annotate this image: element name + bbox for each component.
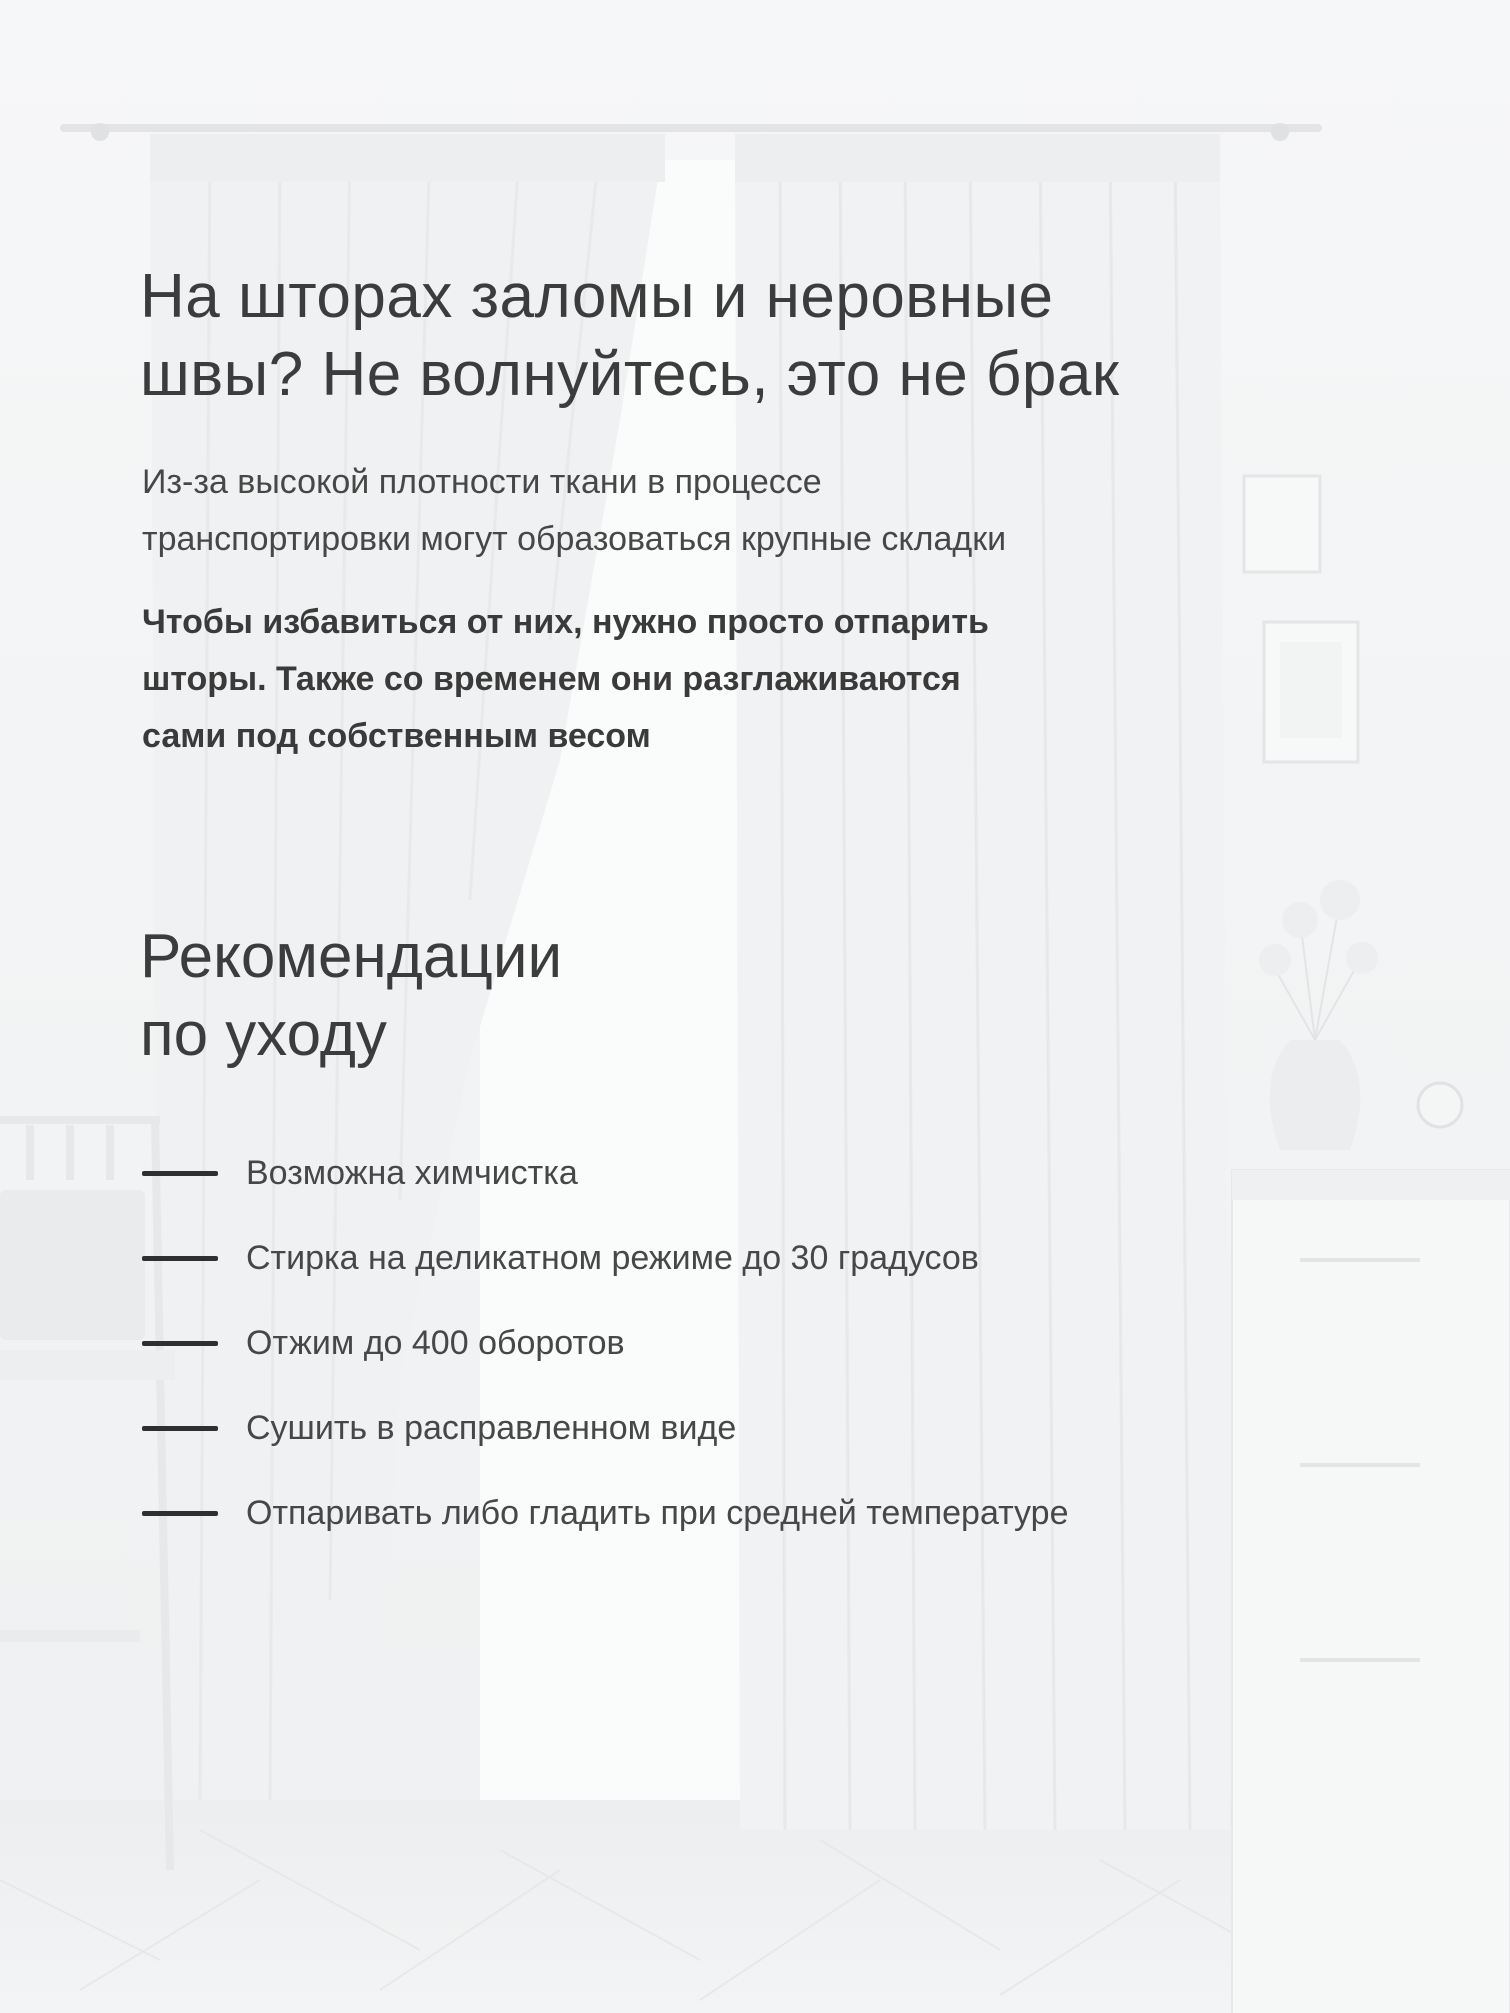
list-item (142, 1314, 1342, 1399)
intro-line-1: Из-за высокой плотности ткани в процессе (142, 463, 822, 501)
list-item (142, 1399, 1342, 1484)
care-title-line-2: по уходу (140, 1000, 387, 1069)
intro-line-2: транспортировки могут образоваться крупные складки (142, 520, 1007, 558)
list-item (142, 1484, 1342, 1569)
advice-line-1: Чтобы избавиться от них, нужно просто отпарить (142, 603, 989, 641)
care-item-label: Стирка на деликатном режиме до 30 градусов (246, 1239, 979, 1277)
care-title (140, 918, 940, 1074)
care-item-label: Отжим до 400 оборотов (246, 1324, 625, 1362)
list-item (142, 1144, 1342, 1229)
advice-line-2: шторы. Также со временем они разглаживаются (142, 660, 961, 698)
page-title-line-2: швы? Не волнуйтесь, это не брак (140, 340, 1120, 409)
dash-icon (142, 1256, 218, 1261)
care-list (142, 1144, 1342, 1569)
dash-icon (142, 1426, 218, 1431)
page-title-line-1: На шторах заломы и неровные (140, 262, 1054, 331)
care-item-label: Сушить в расправленном виде (246, 1409, 737, 1447)
advice-paragraph (142, 594, 1242, 765)
care-title-line-1: Рекомендации (140, 922, 563, 991)
dash-icon (142, 1171, 218, 1176)
list-item (142, 1229, 1342, 1314)
care-item-label: Возможна химчистка (246, 1154, 578, 1192)
dash-icon (142, 1341, 218, 1346)
intro-paragraph (142, 454, 1282, 568)
dash-icon (142, 1511, 218, 1516)
care-item-label: Отпаривать либо гладить при средней температуре (246, 1494, 1069, 1532)
page-title (140, 258, 1340, 414)
advice-line-3: сами под собственным весом (142, 717, 651, 755)
